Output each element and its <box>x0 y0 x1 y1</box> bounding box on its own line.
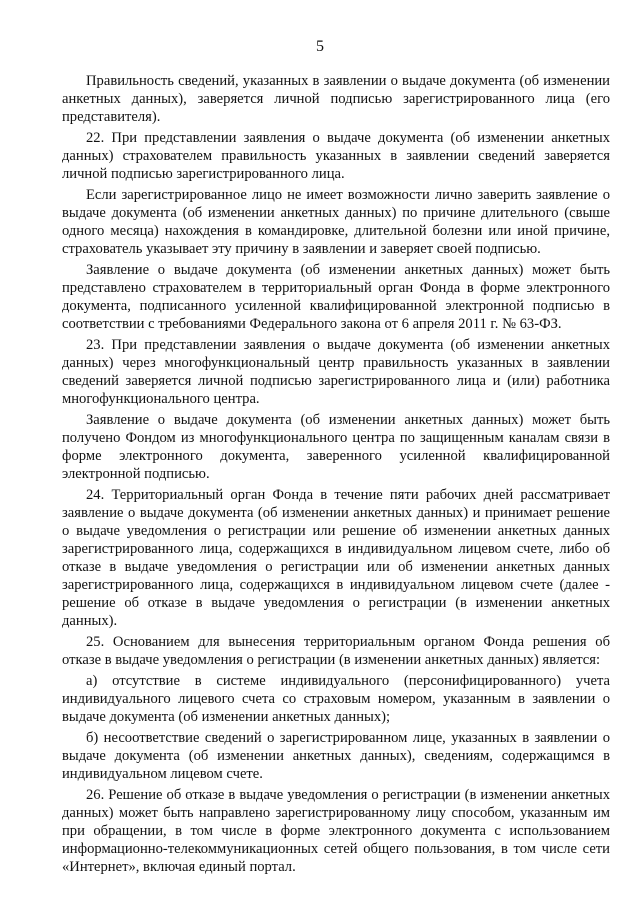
paragraph: 23. При представлении заявления о выдаче документа (об изменении анкетных данных) через многофункциональный центр правильность указанных в заявлении сведений заверяется личной подписью зарегистрированного лица и (или) работника многофункционального центра. <box>62 337 610 407</box>
document-body <box>62 72 610 876</box>
paragraph: Заявление о выдаче документа (об изменении анкетных данных) может быть получено Фондом из многофункционального центра по защищенным каналам связи в форме электронного документа, заверенного усиленной квалифицированной электронной подписью. <box>62 412 610 482</box>
paragraph: 25. Основанием для вынесения территориальным органом Фонда решения об отказе в выдаче уведомления о регистрации (в изменении анкетных данных) является: <box>62 634 610 668</box>
page-number: 5 <box>316 38 324 55</box>
paragraph: а) отсутствие в системе индивидуального (персонифицированного) учета индивидуального лицевого счета со страховым номером, указанным в заявлении о выдаче документа (об изменении анкетных данных); <box>62 673 610 725</box>
paragraph: Правильность сведений, указанных в заявлении о выдаче документа (об изменении анкетных данных), заверяется личной подписью зарегистрированного лица (его представителя). <box>62 73 610 125</box>
paragraph: б) несоответствие сведений о зарегистрированном лице, указанных в заявлении о выдаче документа (об изменении анкетных данных), сведениям, содержащимся в индивидуальном лицевом счете. <box>62 730 610 782</box>
paragraph: Если зарегистрированное лицо не имеет возможности лично заверить заявление о выдаче документа (об изменении анкетных данных) по причине длительного (свыше одного месяца) нахождения в командировке, длительной болезни или иной причине, страхователь указывает эту причину в заявлении и заверяет своей подписью. <box>62 187 610 257</box>
paragraph: 24. Территориальный орган Фонда в течение пяти рабочих дней рассматривает заявление о выдаче документа (об изменении анкетных данных) и принимает решение о выдаче уведомления о регистрации или решение об изменении анкетных данных зарегистрированного лица, содержащихся в индивидуальном лицевом счете, либо об отказе в выдаче уведомления о регистрации или об изменении анкетных данных зарегистрированного лица, содержащихся в индивидуальном лицевом счете (далее - решение об отказе в выдаче уведомления о регистрации (в изменении анкетных данных). <box>62 487 610 629</box>
paragraph: Заявление о выдаче документа (об изменении анкетных данных) может быть представлено страхователем в территориальный орган Фонда в форме электронного документа, подписанного усиленной квалифицированной электронной подписью в соответствии с требованиями Федерального закона от 6 апреля 2011 г. № 63-ФЗ. <box>62 262 610 332</box>
paragraph: 26. Решение об отказе в выдаче уведомления о регистрации (в изменении анкетных данных) может быть направлено зарегистрированному лицу способом, указанным им при обращении, в том числе в форме электронного документа с использованием информационно-телекоммуникационных сетей общего пользования, в том числе сети «Интернет», включая единый портал. <box>62 787 610 875</box>
paragraph: 22. При представлении заявления о выдаче документа (об изменении анкетных данных) страхователем правильность указанных в заявлении сведений заверяется личной подписью зарегистрированного лица. <box>62 130 610 182</box>
